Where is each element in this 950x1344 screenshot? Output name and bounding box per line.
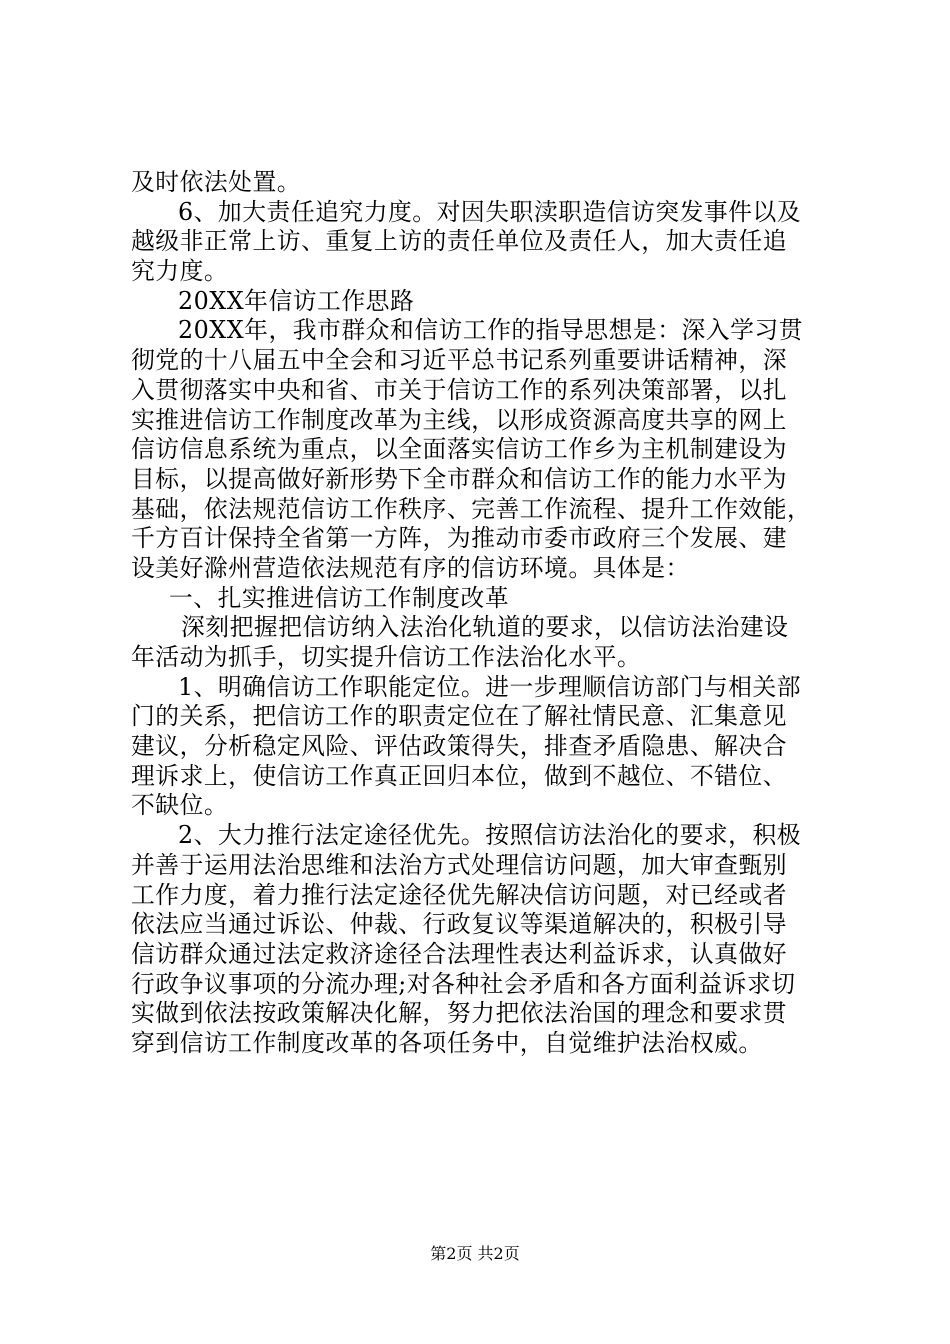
text-line: 1、明确信访工作职能定位。进一步理顺信访部门与相关部 [178,672,802,701]
text-line: 工作力度，着力推行法定途径优先解决信访问题，对已经或者 [131,880,788,909]
text-line: 理诉求上，使信访工作真正回归本位，做到不越位、不错位、 [131,761,788,790]
section-heading: 一、扎实推进信访工作制度改革 [169,583,510,612]
text-line: 深刻把握把信访纳入法治化轨道的要求，以信访法治建设 [181,613,789,642]
page-footer: 第2页 共2页 [430,1244,520,1263]
text-line: 目标，以提高做好新形势下全市群众和信访工作的能力水平为 [131,464,788,493]
text-line: 越级非正常上访、重复上访的责任单位及责任人，加大责任追 [131,227,788,256]
text-line: 门的关系，把信访工作的职责定位在了解社情民意、汇集意见 [131,702,788,731]
text-line: 信访信息系统为重点，以全面落实信访工作乡为主机制建设为 [131,435,788,464]
text-line: 6、加大责任追究力度。对因失职渎职造信访突发事件以及 [178,197,802,226]
text-line: 彻党的十八届五中全会和习近平总书记系列重要讲话精神，深 [131,346,788,375]
text-line: 设美好滁州营造依法规范有序的信访环境。具体是： [131,553,690,582]
text-line: 穿到信访工作制度改革的各项任务中，自觉维护法治权威。 [131,1028,763,1057]
text-line: 实做到依法按政策解决化解，努力把依法治国的理念和要求贯 [131,999,788,1028]
text-line: 入贯彻落实中央和省、市关于信访工作的系列决策部署，以扎 [131,375,788,404]
section-heading: 20XX年信访工作思路 [178,286,415,315]
text-line: 不缺位。 [131,791,229,820]
text-line: 并善于运用法治思维和法治方式处理信访问题，加大审查甄别 [131,850,788,879]
document-body [131,168,831,1059]
text-line: 依法应当通过诉讼、仲裁、行政复议等渠道解决的，积极引导 [131,910,788,939]
text-line: 2、大力推行法定途径优先。按照信访法治化的要求，积极 [178,821,802,850]
text-line: 行政争议事项的分流办理;对各种社会矛盾和各方面利益诉求切 [131,969,796,998]
text-line: 究力度。 [131,257,229,286]
text-line: 20XX年，我市群众和信访工作的指导思想是：深入学习贯 [178,316,803,345]
text-line: 千方百计保持全省第一方阵，为推动市委市政府三个发展、建 [131,524,788,553]
text-line: 年活动为抓手，切实提升信访工作法治化水平。 [131,643,642,671]
text-line: 信访群众通过法定救济途径合法理性表达利益诉求，认真做好 [131,939,788,968]
text-line: 建议，分析稳定风险、评估政策得失，排查矛盾隐患、解决合 [131,732,788,761]
text-line: 基础，依法规范信访工作秩序、完善工作流程、提升工作效能， [131,494,812,523]
text-line: 实推进信访工作制度改革为主线，以形成资源高度共享的网上 [131,405,788,434]
text-line: 及时依法处置。 [131,168,302,196]
